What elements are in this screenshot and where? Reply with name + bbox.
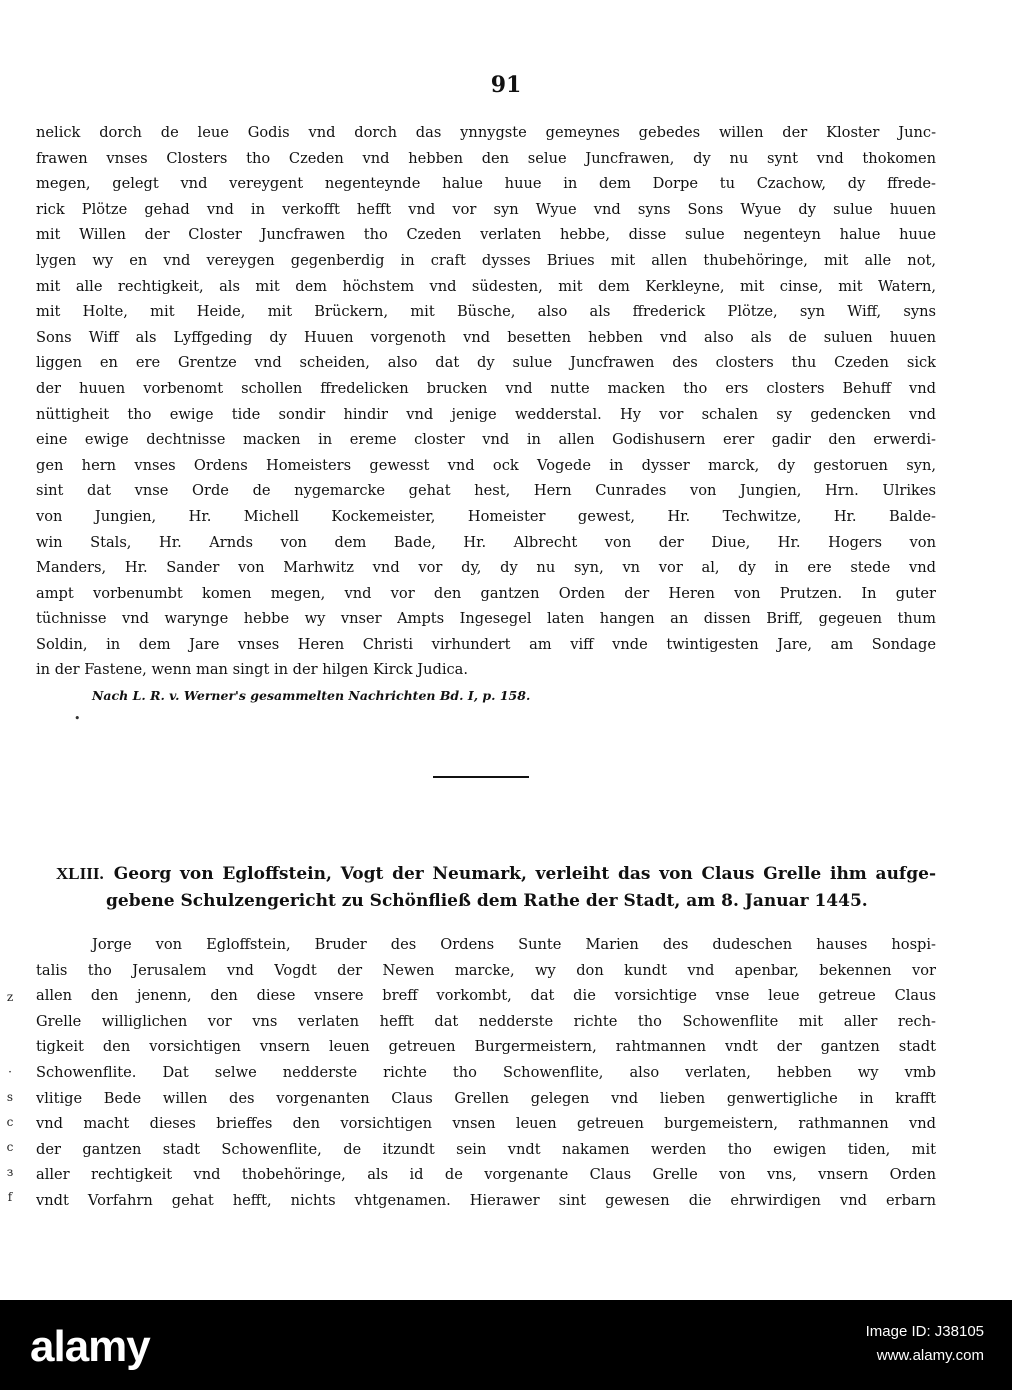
- text-line: mit alle rechtigkeit, als mit dem höchstem vnd südesten, mit dem Kerkleyne, mit cinse, mit Watern,: [36, 277, 936, 295]
- heading-text: Georg von Egloffstein, Vogt der Neumark, verleiht das von Claus Grelle ihm aufge-: [113, 864, 936, 884]
- watermark-url: www.alamy.com: [876, 1347, 984, 1364]
- text-line: talis tho Jerusalem vnd Vogdt der Newen marcke, wy don kundt vnd apenbar, bekennen vor: [36, 961, 936, 979]
- text-line: frawen vnses Closters tho Czeden vnd hebben den selue Juncfrawen, dy nu synt vnd thokomen: [36, 149, 936, 167]
- text-line: der huuen vorbenomt schollen ffredelicken brucken vnd nutte macken tho ers closters Behuff vnd: [36, 379, 936, 397]
- watermark-info: [866, 1320, 984, 1368]
- text-line: der gantzen stadt Schowenflite, de itzundt sein vndt nakamen werden tho ewigen tiden, mit: [36, 1140, 936, 1158]
- text-line: Manders, Hr. Sander von Marhwitz vnd vor dy, dy nu syn, vn vor al, dy in ere stede vnd: [36, 559, 936, 577]
- paragraph-2: [36, 932, 936, 1214]
- margin-mark: z: [6, 990, 14, 1004]
- section-heading: [56, 860, 936, 915]
- text-line: mit Holte, mit Heide, mit Brückern, mit Büsche, also als ffrederick Plötze, syn Wiff, syns: [36, 303, 936, 321]
- heading-line: [56, 860, 936, 888]
- text-line: von Jungien, Hr. Michell Kockemeister, Homeister gewest, Hr. Techwitze, Hr. Balde-: [36, 507, 936, 525]
- text-line: win Stals, Hr. Arnds von dem Bade, Hr. Albrecht von der Diue, Hr. Hogers von: [36, 533, 936, 551]
- text-line: vnd macht dieses brieffes den vorsichtigen vnsen leuen getreuen burgemeistern, rathmannen vnd: [36, 1115, 936, 1133]
- text-line: mit Willen der Closter Juncfrawen tho Czeden verlaten hebbe, disse sulue negenteyn halue huue: [36, 226, 936, 244]
- text-line: Grelle williglichen vor vns verlaten hefft dat nedderste richte tho Schowenflite mit aller rech-: [36, 1012, 936, 1030]
- text-line: Schowenflite. Dat selwe nedderste richte tho Schowenflite, also verlaten, hebben wy vmb: [36, 1063, 936, 1081]
- margin-mark: s: [6, 1090, 14, 1104]
- text-line: rick Plötze gehad vnd in verkofft hefft vnd vor syn Wyue vnd syns Sons Wyue dy sulue huuen: [36, 200, 936, 218]
- text-line: tüchnisse vnd warynge hebbe wy vnser Ampts Ingesegel laten hangen an dissen Briff, gegeuen thum: [36, 610, 936, 628]
- margin-mark: ·: [8, 1065, 12, 1079]
- margin-mark: f: [7, 1190, 13, 1204]
- margin-mark: c: [6, 1140, 14, 1154]
- text-line: gen hern vnses Ordens Homeisters gewesst vnd ock Vogede in dysser marck, dy gestoruen syn,: [36, 456, 936, 474]
- text-line: Soldin, in dem Jare vnses Heren Christi virhundert am viff vnde twintigesten Jare, am Sondage: [36, 635, 936, 653]
- paragraph-1: [36, 120, 936, 683]
- margin-mark: c: [6, 1115, 14, 1129]
- text-line: sint dat vnse Orde de nygemarcke gehat hest, Hern Cunrades von Jungien, Hrn. Ulrikes: [36, 482, 936, 500]
- text-line: megen, gelegt vnd vereygent negenteynde halue huue in dem Dorpe tu Czachow, dy ffrede-: [36, 175, 936, 193]
- heading-line: gebene Schulzengericht zu Schönfließ dem Rathe der Stadt, am 8. Januar 1445.: [106, 891, 868, 911]
- text-line: eine ewige dechtnisse macken in ereme closter vnd in allen Godishusern erer gadir den erwerdi-: [36, 431, 936, 449]
- text-line: aller rechtigkeit vnd thobehöringe, als id de vorgenante Claus Grelle von vns, vnsern Orden: [36, 1166, 936, 1184]
- text-line: liggen en ere Grentze vnd scheiden, also dat dy sulue Juncfrawen des closters thu Czeden sick: [36, 354, 936, 372]
- source-citation: Nach L. R. v. Werner's gesammelten Nachrichten Bd. I, p. 158.: [92, 688, 531, 703]
- text-line: vndt Vorfahrn gehat hefft, nichts vhtgenamen. Hierawer sint gewesen die ehrwirdigen vnd erbarn: [36, 1191, 936, 1209]
- image-id: Image ID: J38105: [865, 1323, 984, 1340]
- text-line: allen den jenenn, den diese vnsere breff vorkombt, dat die vorsichtige vnse leue getreue Claus: [36, 987, 936, 1005]
- text-line: in der Fastene, wenn man singt in der hilgen Kirck Judica.: [36, 661, 469, 679]
- text-line: vlitige Bede willen des vorgenanten Claus Grellen gelegen vnd lieben genwertigliche in krafft: [36, 1089, 936, 1107]
- text-line: Sons Wiff als Lyffgeding dy Huuen vorgenoth vnd besetten hebben vnd also als de suluen huuen: [36, 328, 936, 346]
- margin-marks: [0, 985, 20, 1210]
- margin-mark: з: [6, 1165, 14, 1179]
- stock-watermark-banner: [0, 1300, 1012, 1390]
- section-divider: [433, 776, 529, 778]
- text-line: Jorge von Egloffstein, Bruder des Ordens Sunte Marien des dudeschen hauses hospi-: [92, 936, 936, 953]
- alamy-logo: alamy: [30, 1322, 150, 1371]
- text-line: ampt vorbenumbt komen megen, vnd vor den gantzen Orden der Heren von Prutzen. In guter: [36, 584, 936, 602]
- text-line: lygen wy en vnd vereygen gegenberdig in craft dysses Briues mit allen thubehöringe, mit alle not,: [36, 251, 936, 269]
- text-line: nelick dorch de leue Godis vnd dorch das ynnygste gemeynes gebedes willen der Kloster Junc-: [36, 124, 936, 141]
- speck-mark: •: [74, 712, 81, 725]
- section-number: XLIII.: [56, 864, 104, 883]
- text-line: tigkeit den vorsichtigen vnsern leuen getreuen Burgermeistern, rahtmannen vndt der gantzen stadt: [36, 1038, 936, 1056]
- text-line: nüttigheit tho ewige tide sondir hindir vnd jenige wedderstal. Hy vor schalen sy gedencken vnd: [36, 405, 936, 423]
- page-number: 91: [490, 72, 522, 98]
